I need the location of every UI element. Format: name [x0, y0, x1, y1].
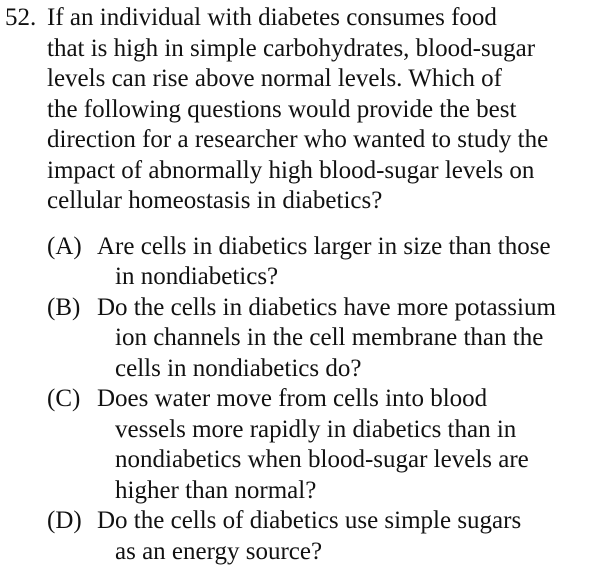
choice-first-line: Do the cells in diabetics have more potassium — [97, 293, 556, 321]
choice-letter: (A) — [47, 232, 82, 260]
choice-first-line: Are cells in diabetics larger in size than those — [97, 232, 551, 260]
choice-text — [97, 232, 551, 293]
question-stem — [5, 3, 605, 217]
question-block — [5, 3, 605, 567]
choice-letter: (D) — [47, 507, 82, 534]
choice-first-line: Does water move from cells into blood — [97, 385, 488, 412]
question-text: If an individual with diabetes consumes food that is high in simple carbohydrates, blood-sugar levels can rise above normal levels. Which of the following questions would provide the best direction for a researcher who wanted to study the impact of abnormally high blood-sugar levels on cellular homeostasis in diabetics? — [47, 4, 549, 214]
choice-continuation: ion channels in the cell membrane than the cells in nondiabetics do? — [115, 324, 544, 382]
choice-first-line: Do the cells of diabetics use simple sugars — [97, 507, 522, 534]
choice-d[interactable] — [47, 506, 605, 567]
choice-text — [97, 506, 522, 567]
choice-letter: (B) — [47, 293, 81, 321]
question-number: 52. — [5, 4, 37, 31]
choice-continuation: as an energy source? — [115, 537, 323, 565]
choice-c[interactable] — [47, 384, 605, 506]
answer-choices — [47, 232, 605, 568]
choice-letter: (C) — [47, 385, 81, 412]
choice-text — [97, 384, 529, 506]
choice-continuation: in nondiabetics? — [115, 263, 279, 290]
choice-a[interactable] — [47, 232, 605, 293]
choice-continuation: vessels more rapidly in diabetics than in nondiabetics when blood-sugar levels are higher than normal? — [115, 415, 529, 504]
choice-b[interactable] — [47, 293, 605, 385]
choice-text — [97, 293, 556, 385]
